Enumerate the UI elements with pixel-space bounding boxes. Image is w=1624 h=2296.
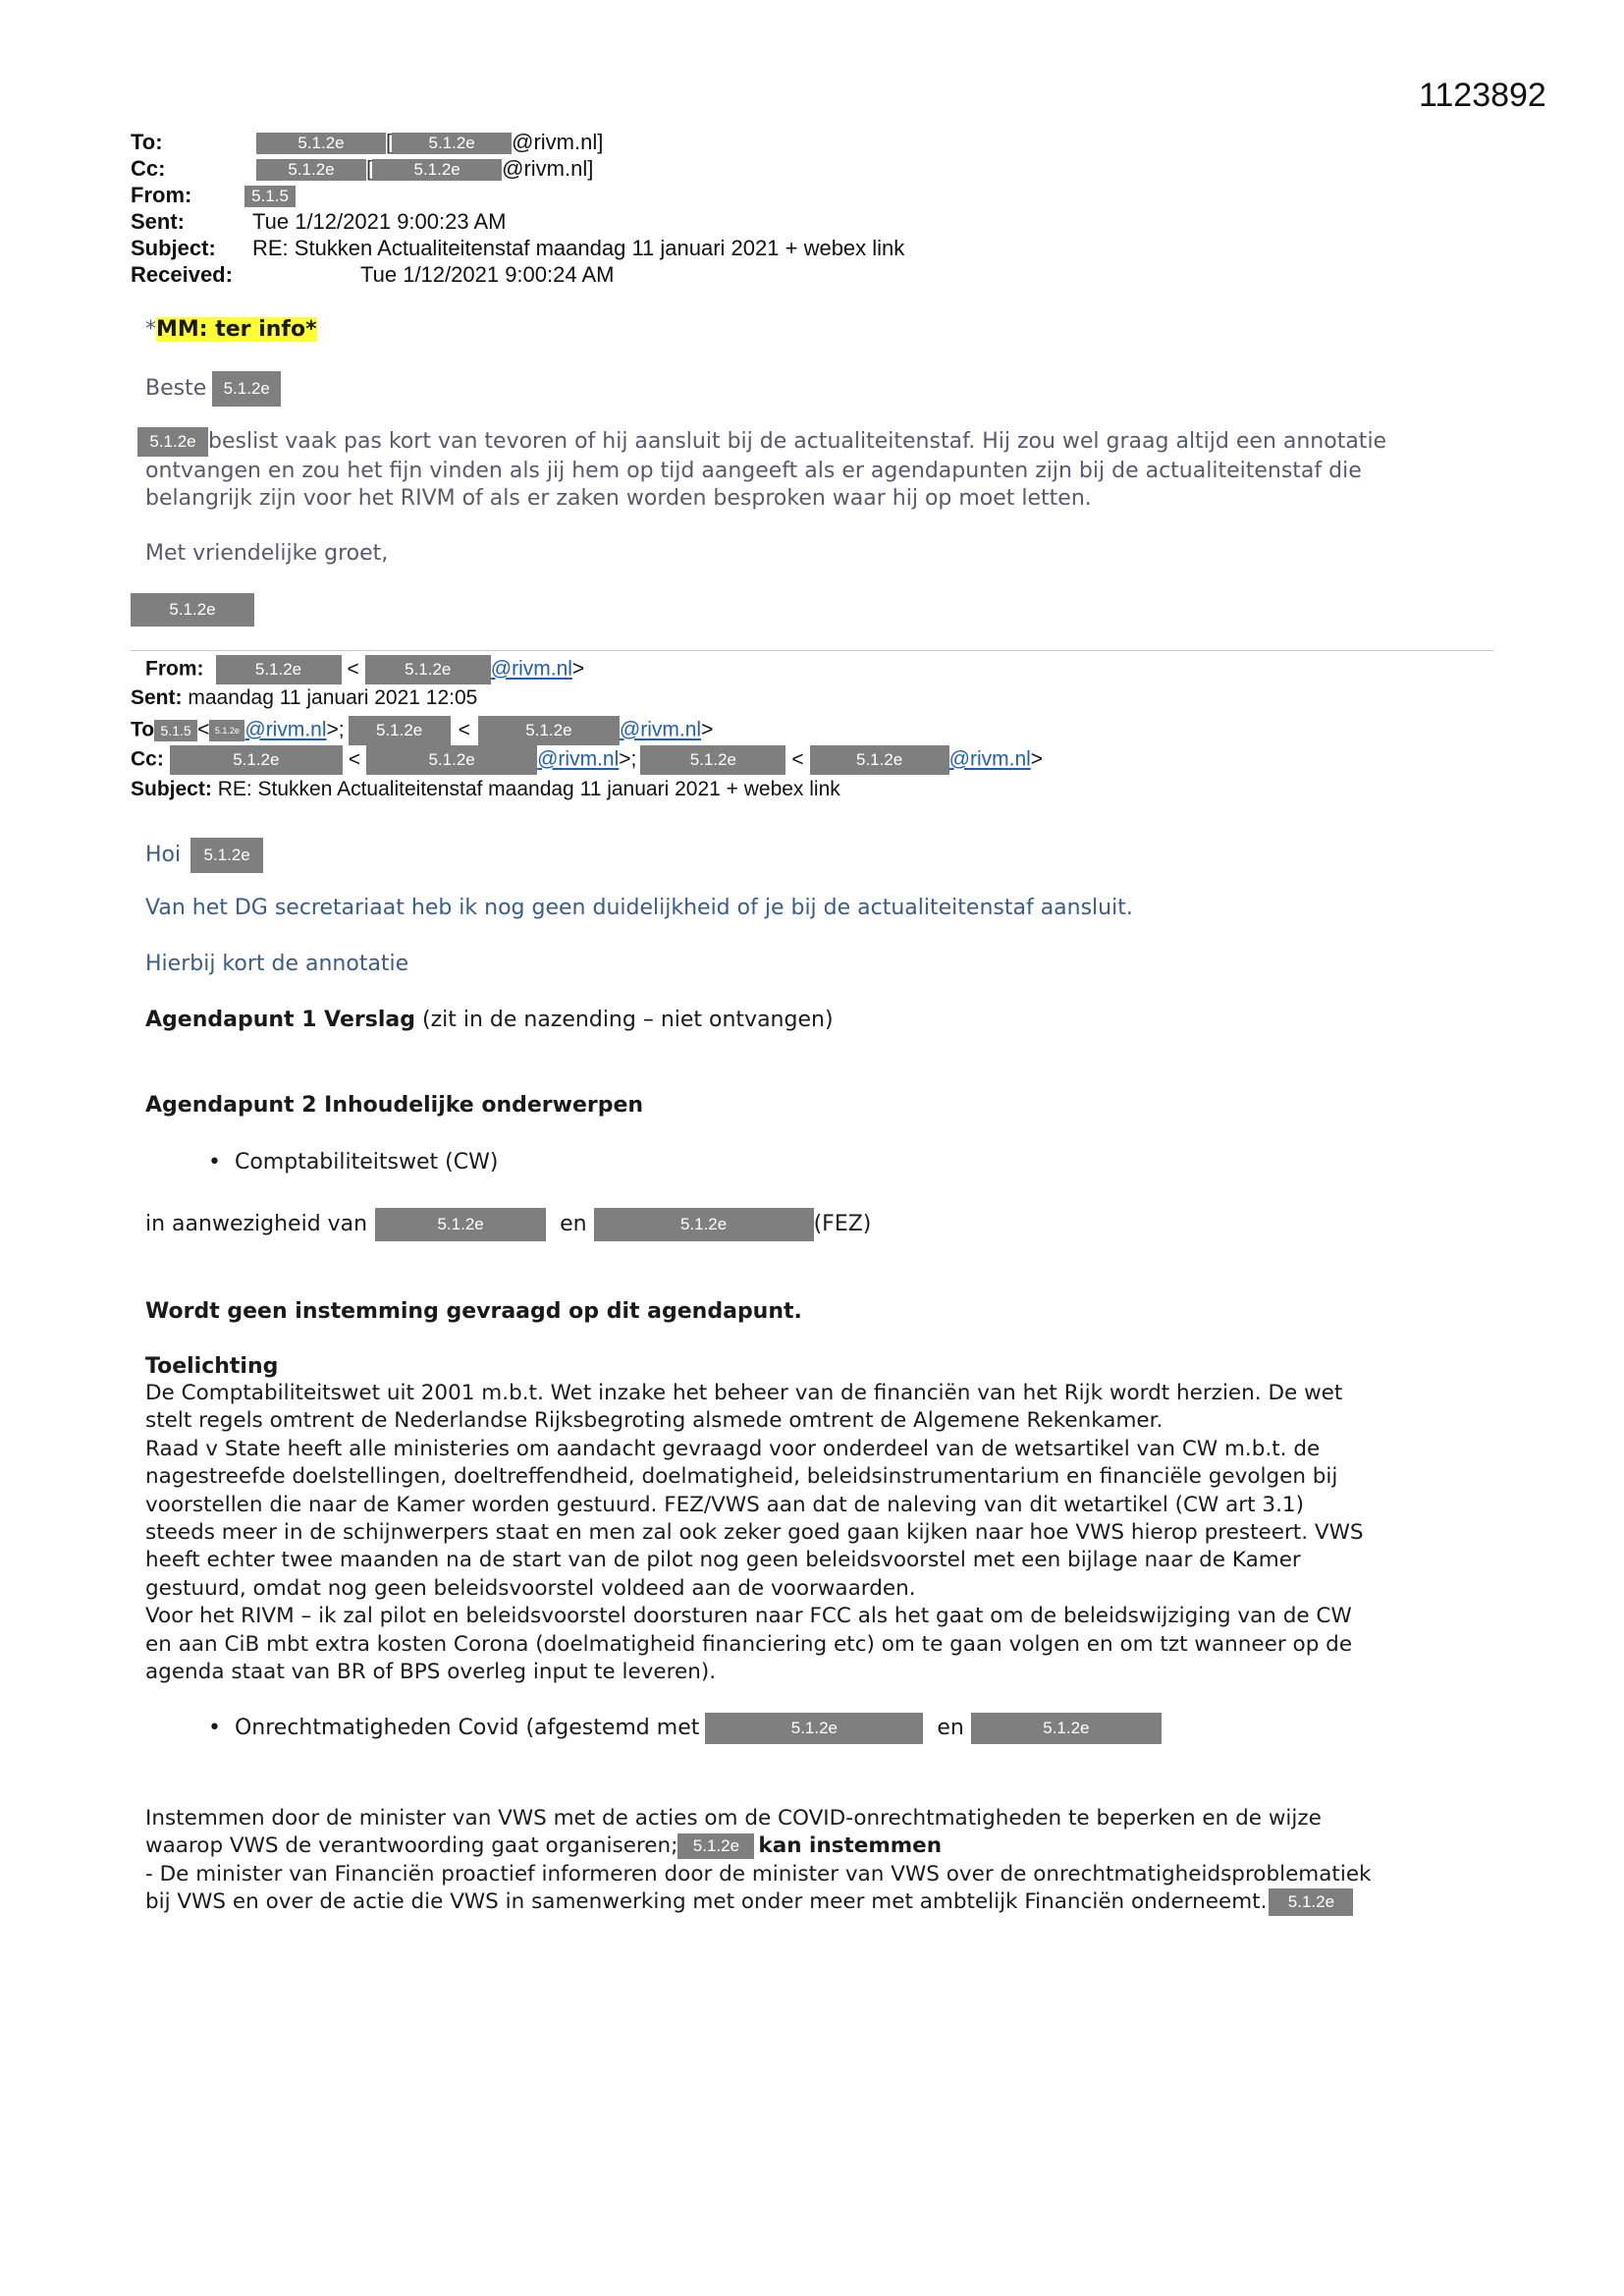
to-row: To: 5.1.2e [ 5.1.2e @rivm.nl] (131, 130, 604, 154)
to-label: To: (131, 130, 163, 154)
greeting-text: Hoi (145, 843, 182, 867)
redaction: 5.1.2e (1269, 1888, 1353, 1916)
fwd-cc-label: Cc: (131, 747, 164, 771)
redaction: 5.1.2e (478, 716, 620, 745)
reply-closing: Met vriendelijke groet, (145, 541, 389, 566)
final-text: bij VWS en over de actie die VWS in samenwerking met onder meer met ambtelijk Financiën onderneemt. (145, 1889, 1268, 1915)
from-row (131, 183, 296, 208)
redaction: 5.1.2e (170, 745, 343, 775)
note-text: MM: ter info (156, 317, 306, 342)
angle-bracket: < (347, 657, 359, 681)
final-line (145, 1888, 1500, 1916)
toelichting-body (145, 1380, 1500, 1686)
fwd-subject-label: Subject: (131, 778, 212, 800)
toelichting-line: De Comptabiliteitswet uit 2001 m.b.t. Wet inzake het beheer van de financiën van het Rijk wordt herzien. De wet (145, 1381, 1343, 1405)
info-note (145, 316, 317, 344)
angle-bracket: < (458, 718, 470, 741)
toelichting-line: gestuurd, omdat nog geen beleidsvoorstel voldeed aan de voorwaarden. (145, 1575, 916, 1601)
angle-bracket: < (197, 718, 210, 741)
toelichting-line: nagestreefde doelstellingen, doeltreffendheid, doelmatigheid, beleidsinstrumentarium en financiële gevolgen bij (145, 1464, 1338, 1490)
note-star: * (145, 317, 156, 342)
subject-label: Subject: (131, 236, 216, 260)
redaction: 5.1.2e (212, 371, 281, 407)
received-label: Received: (131, 262, 233, 287)
separator (131, 650, 1493, 651)
presence-text: en (560, 1212, 587, 1236)
greeting-text: Beste (145, 376, 207, 401)
subject-row (131, 236, 904, 261)
email-domain: @rivm.nl] (502, 156, 594, 181)
bullet-item (208, 1713, 1162, 1744)
toelichting-line: en aan CiB mbt extra kosten Corona (doelmatigheid financiering etc) om te gaan volgen en om tzt wanneer op de (145, 1631, 1353, 1657)
email-domain: @rivm.nl] (512, 130, 604, 154)
cc-label: Cc: (131, 156, 166, 181)
sent-value: Tue 1/12/2021 9:00:23 AM (252, 209, 507, 234)
agenda-item-1 (145, 1007, 834, 1034)
bullet-item (208, 1149, 498, 1176)
toelichting-line: stelt regels omtrent de Nederlandse Rijksbegroting alsmede omtrent de Algemene Rekenkamer. (145, 1408, 1164, 1434)
redaction: 5.1.2e (365, 655, 491, 684)
agenda-item-1-note: (zit in de nazending – niet ontvangen) (415, 1008, 834, 1032)
angle-bracket: < (791, 747, 804, 771)
sent-label: Sent: (131, 209, 185, 234)
fwd-to-row (131, 716, 713, 745)
email-link[interactable]: @rivm.nl (619, 718, 702, 741)
reply-greeting (145, 371, 281, 407)
redaction: 5.1.2e (372, 159, 502, 181)
redaction: 5.1.2e (971, 1713, 1162, 1744)
bullet-text: Comptabiliteitswet (CW) (234, 1150, 499, 1175)
redaction: 5.1.5 (244, 186, 296, 207)
received-row (131, 262, 615, 288)
reply-body-line: ontvangen en zou het fijn vinden als jij hem op tijd aangeeft als er agendapunten zijn bij de actualiteitenstaf die (145, 459, 1362, 483)
from-label: From: (131, 183, 192, 207)
email-link[interactable]: @rivm.nl (948, 747, 1031, 771)
toelichting-line: agenda staat van BR of BPS overleg input te leveren). (145, 1660, 717, 1685)
fwd-cc-row (131, 745, 1043, 775)
redaction: 5.1.2e (190, 838, 263, 873)
redaction: 5.1.2e (216, 655, 342, 684)
message-line: Hierbij kort de annotatie (145, 952, 409, 976)
bullet-icon: • (208, 1150, 221, 1175)
no-consent-heading: Wordt geen instemming gevraagd op dit agendapunt. (145, 1299, 802, 1324)
final-line: Instemmen door de minister van VWS met de acties om de COVID-onrechtmatigheden te beperken en de wijze (145, 1806, 1322, 1831)
redaction: 5.1.2e (131, 593, 254, 627)
final-line: - De minister van Financiën proactief informeren door de minister van VWS over de onrechtmatigheidsproblematiek (145, 1861, 1372, 1886)
note-star: * (305, 317, 317, 342)
fwd-sent-row (131, 685, 477, 711)
sent-row (131, 209, 507, 235)
angle-bracket: < (348, 747, 361, 771)
fwd-subject-row (131, 777, 840, 802)
redaction: 5.1.2e (640, 745, 785, 775)
final-bold: kan instemmen (758, 1833, 943, 1859)
body-text: beslist vaak pas kort van tevoren of hij aansluit bij de actualiteitenstaf. Hij zou wel graag altijd een annotatie (208, 429, 1387, 454)
final-line (145, 1832, 1500, 1860)
bullet-text: Onrechtmatigheden Covid (afgestemd met (234, 1716, 700, 1740)
presence-text: (FEZ) (813, 1212, 872, 1236)
redaction: 5.1.2e (256, 159, 366, 181)
reply-body-line (137, 427, 1386, 457)
redaction: 5.1.2e (375, 1208, 546, 1241)
redaction: 5.1.2e (705, 1713, 923, 1744)
toelichting-line: heeft echter twee maanden na de start van de pilot nog geen beleidsvoorstel met een bijlage naar de Kamer (145, 1548, 1301, 1573)
redaction: 5.1.2e (349, 716, 451, 745)
toelichting-line: Raad v State heeft alle ministeries om aandacht gevraagd voor onderdeel van de wetsartikel van CW m.b.t. de (145, 1436, 1321, 1461)
redaction: 5.1.2e (810, 745, 949, 775)
fwd-to-label: To (131, 718, 155, 741)
angle-bracket: >; (619, 747, 637, 771)
document-number: 1123892 (1419, 77, 1546, 114)
reply-body-line: belangrijk zijn voor het RIVM of als er zaken worden besproken waar hij op moet letten. (145, 486, 1092, 511)
agenda-item-1-title: Agendapunt 1 Verslag (145, 1008, 415, 1032)
toelichting-title: Toelichting (145, 1354, 279, 1379)
final-text: waarop VWS de verantwoording gaat organiseren; (145, 1833, 678, 1859)
presence-text: in aanwezigheid van (145, 1212, 368, 1236)
fwd-sent-label: Sent: (131, 686, 183, 709)
toelichting-line: voorstellen die naar de Kamer worden gestuurd. FEZ/VWS aan dat de naleving van dit wetartikel (CW art 3.1) (145, 1492, 1304, 1517)
bullet-icon: • (208, 1716, 221, 1740)
angle-bracket: > (701, 718, 714, 741)
fwd-from-row (145, 655, 584, 684)
angle-bracket: > (571, 657, 585, 681)
email-link[interactable]: @rivm.nl (490, 657, 572, 681)
received-value: Tue 1/12/2021 9:00:24 AM (360, 262, 615, 287)
redaction: 5.1.5 (154, 720, 197, 741)
redaction: 5.1.2e (366, 745, 537, 775)
redaction: 5.1.2e (594, 1208, 814, 1241)
presence-line (145, 1208, 871, 1241)
fwd-from-label: From: (145, 657, 204, 681)
fwd-sent-value: maandag 11 januari 2021 12:05 (188, 686, 478, 709)
redaction: 5.1.2e (209, 720, 244, 741)
bullet-text: en (937, 1716, 964, 1740)
redaction: 5.1.2e (137, 427, 208, 457)
cc-row: Cc: 5.1.2e [ 5.1.2e @rivm.nl] (131, 156, 594, 181)
redaction: 5.1.2e (677, 1833, 754, 1859)
email-link[interactable]: @rivm.nl (244, 718, 327, 741)
angle-bracket: >; (326, 718, 345, 741)
message-greeting (145, 838, 263, 873)
redaction: 5.1.2e (392, 133, 512, 154)
angle-bracket: > (1030, 747, 1044, 771)
toelichting-line: steeds meer in de schijnwerpers staat en men zal ook zeker goed gaan kijken naar hoe VWS hierop presteert. VWS (145, 1520, 1364, 1546)
redaction: 5.1.2e (256, 133, 386, 154)
subject-value: RE: Stukken Actualiteitenstaf maandag 11 januari 2021 + webex link (252, 236, 905, 260)
toelichting-line: Voor het RIVM – ik zal pilot en beleidsvoorstel doorsturen naar FCC als het gaat om de beleidswijziging van de CW (145, 1604, 1352, 1629)
fwd-subject-value: RE: Stukken Actualiteitenstaf maandag 11 januari 2021 + webex link (217, 778, 840, 800)
final-paragraph (145, 1805, 1500, 1917)
message-line: Van het DG secretariaat heb ik nog geen duidelijkheid of je bij de actualiteitenstaf aansluit. (145, 896, 1133, 920)
email-link[interactable]: @rivm.nl (537, 747, 620, 771)
agenda-item-2-title: Agendapunt 2 Inhoudelijke onderwerpen (145, 1093, 644, 1118)
